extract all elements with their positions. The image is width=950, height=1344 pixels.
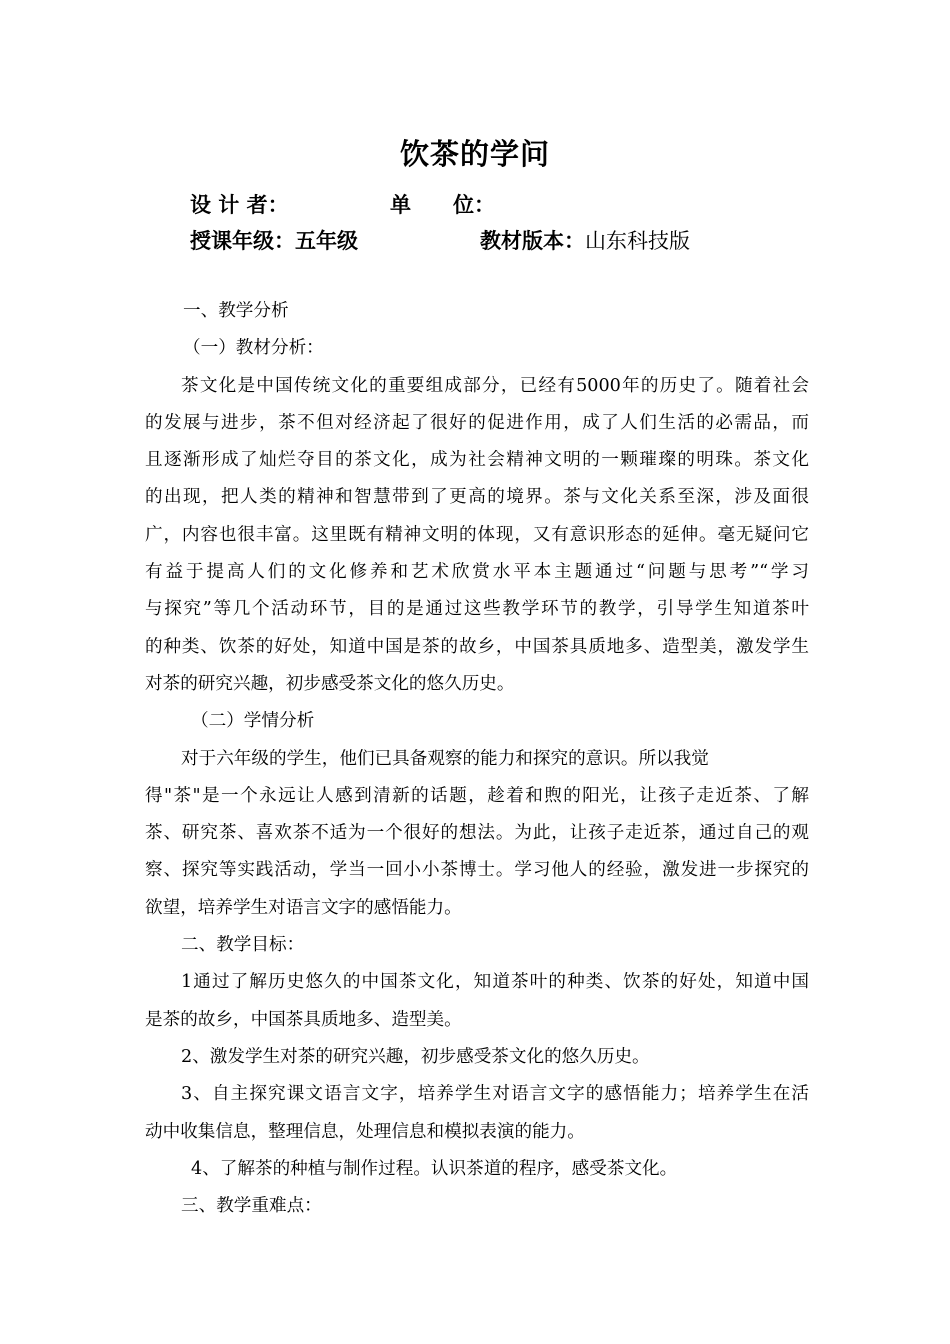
- textbook-label: 教材版本：: [480, 229, 585, 253]
- grade-label: 授课年级：: [190, 229, 295, 253]
- text-line: 察、探究等实践活动，学当一回小小茶博士。学习他人的经验，激发进一步探究的: [145, 860, 809, 881]
- text-line: 与探究”等几个活动环节，目的是通过这些教学环节的教学，引导学生知道茶叶: [145, 599, 809, 620]
- paragraph-textbook-analysis: [145, 368, 809, 704]
- designer-label: 设 计 者：: [190, 193, 289, 217]
- goal-4: 4、了解茶的种植与制作过程。认识茶道的程序，感受茶文化。: [191, 1158, 678, 1179]
- goal-3: [145, 1076, 809, 1151]
- text-line: 3、自主探究课文语言文字，培养学生对语言文字的感悟能力；培养学生在活: [181, 1084, 809, 1105]
- text-line: 有益于提高人们的文化修养和艺术欣赏水平本主题通过“问题与思考”“学习: [145, 562, 809, 583]
- text-line: 的出现，把人类的精神和智慧带到了更高的境界。茶与文化关系至深，涉及面很: [145, 487, 809, 508]
- text-line: 广，内容也很丰富。这里既有精神文明的体现，又有意识形态的延伸。毫无疑问它: [145, 524, 809, 545]
- goal-1: [145, 964, 809, 1039]
- text-line: 是茶的故乡，中国茶具质地多、造型美。: [145, 1009, 462, 1030]
- text-line: 茶、研究茶、喜欢茶不适为一个很好的想法。为此，让孩子走近茶，通过自己的观: [145, 823, 809, 844]
- text-line: 的发展与进步，茶不但对经济起了很好的促进作用，成了人们生活的必需品，而: [145, 412, 809, 433]
- textbook-row: [480, 225, 690, 255]
- subheading-textbook-analysis: （一）教材分析：: [183, 338, 324, 359]
- text-line: 对于六年级的学生，他们已具备观察的能力和探究的意识。所以我觉: [181, 748, 709, 769]
- document-body: [145, 293, 809, 1225]
- goal-2: 2、激发学生对茶的研究兴趣，初步感受茶文化的悠久历史。: [181, 1046, 650, 1067]
- subheading-student-analysis: （二）学情分析: [191, 711, 315, 732]
- grade-row: [190, 225, 358, 255]
- section-heading-key-points: 三、教学重难点：: [181, 1196, 322, 1217]
- text-line: 且逐渐形成了灿烂夺目的茶文化，成为社会精神文明的一颗璀璨的明珠。茶文化: [145, 450, 809, 471]
- paragraph-student-analysis: [145, 741, 809, 927]
- text-line: 动中收集信息，整理信息，处理信息和模拟表演的能力。: [145, 1121, 585, 1142]
- text-line: 欲望，培养学生对语言文字的感悟能力。: [145, 897, 462, 918]
- text-line: 对茶的研究兴趣，初步感受茶文化的悠久历史。: [145, 673, 515, 694]
- section-heading-goals: 二、教学目标：: [181, 935, 305, 956]
- section-heading-analysis: 一、教学分析: [183, 301, 289, 321]
- page-title: 饮茶的学问: [399, 137, 550, 171]
- text-line: 茶文化是中国传统文化的重要组成部分，已经有5000年的历史了。随着社会: [181, 375, 809, 396]
- unit-label: 单 位：: [390, 193, 495, 217]
- text-line: 的种类、饮茶的好处，知道中国是茶的故乡，中国茶具质地多、造型美，激发学生: [145, 636, 809, 657]
- text-line: 1通过了解历史悠久的中国茶文化，知道茶叶的种类、饮茶的好处，知道中国: [181, 972, 809, 993]
- textbook-value: 山东科技版: [585, 229, 690, 253]
- grade-value: 五年级: [295, 229, 358, 253]
- text-line: 得"茶"是一个永远让人感到清新的话题，趁着和煦的阳光，让孩子走近茶、了解: [145, 785, 809, 806]
